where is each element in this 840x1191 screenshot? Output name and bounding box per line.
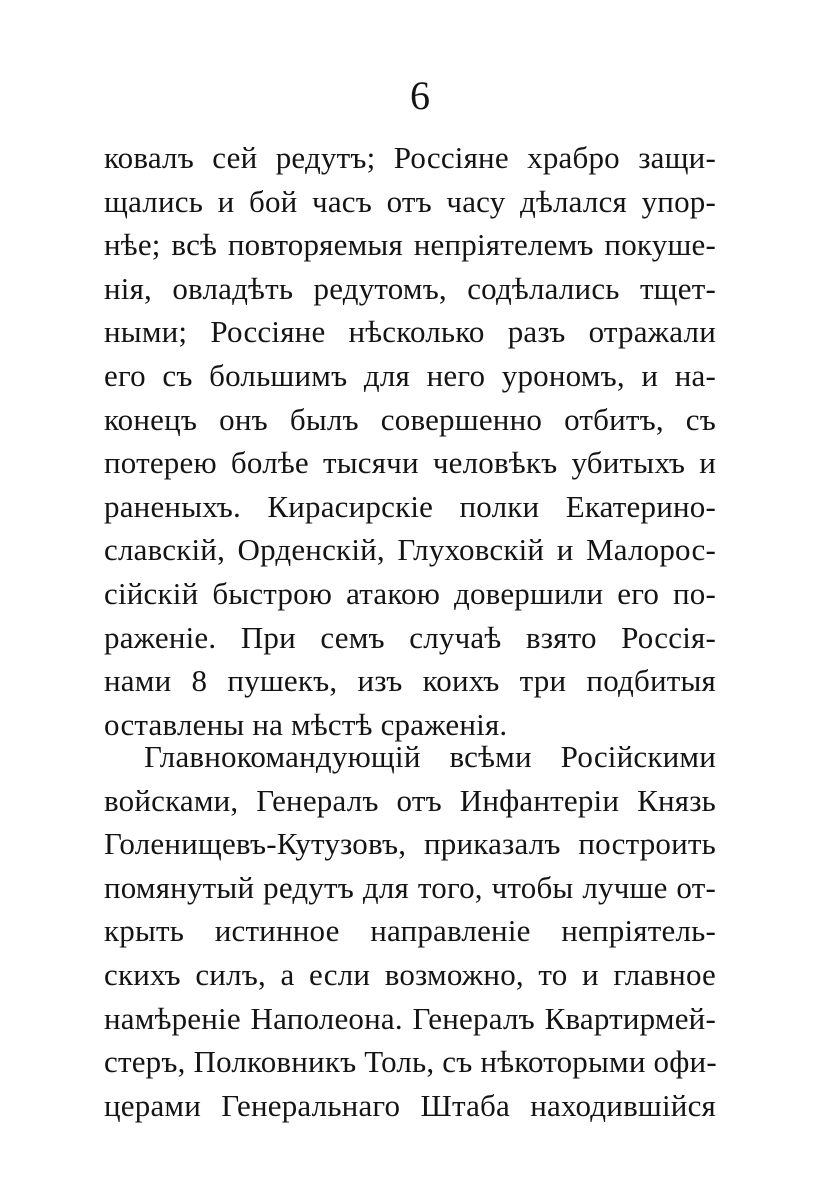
text-line: Голенищевъ-Кутузовъ, приказалъ построить <box>104 826 716 862</box>
text-line: славскій, Орденскій, Глуховскій и Малорос- <box>104 532 716 568</box>
text-line: церами Генеральнаго Штаба находившійся <box>104 1087 716 1123</box>
text-line: раженіе. При семъ случаѣ взято Россія- <box>104 619 716 655</box>
text-line: нія, овладѣть редутомъ, содѣлались тщет- <box>104 270 716 306</box>
text-line: нѣе; всѣ повторяемыя непріятелемъ покуше- <box>104 227 716 263</box>
text-line: его съ большимъ для него урономъ, и на- <box>104 357 716 393</box>
text-line: войсками, Генералъ отъ Инфантеріи Князь <box>104 782 716 818</box>
text-line: щались и бой часъ отъ часу дѣлался упор- <box>104 183 716 219</box>
paragraph-2 <box>104 735 716 1127</box>
text-line: потерею болѣе тысячи человѣкъ убитыхъ и <box>104 445 716 481</box>
paragraph-1 <box>104 136 716 746</box>
text-line: нами 8 пушекъ, изъ коихъ три подбитыя <box>104 663 716 699</box>
text-line: Главнокомандующій всѣми Російскими <box>144 739 716 774</box>
text-line: скихъ силъ, а если возможно, то и главное <box>104 956 716 992</box>
text-line: ковалъ сей редутъ; Россіяне храбро защи- <box>104 140 716 175</box>
page-number: 6 <box>410 73 430 118</box>
text-line: оставлены на мѣстѣ сраженія. <box>104 706 508 742</box>
text-line: намѣреніе Наполеона. Генералъ Квартирмей- <box>104 1000 716 1036</box>
text-line: сійскій быстрою атакою довершили его по- <box>104 575 716 611</box>
text-line: ными; Россіяне нѣсколько разъ отражали <box>104 314 716 350</box>
text-line: конецъ онъ былъ совершенно отбитъ, съ <box>104 401 716 437</box>
text-line: помянутый редутъ для того, чтобы лучше от- <box>104 869 716 905</box>
text-line: стеръ, Полковникъ Толь, съ нѣкоторыми офи- <box>104 1044 717 1080</box>
text-line: крыть истинное направленіе непріятель- <box>104 913 716 949</box>
text-line: раненыхъ. Кирасирскіе полки Екатерино- <box>104 488 716 524</box>
